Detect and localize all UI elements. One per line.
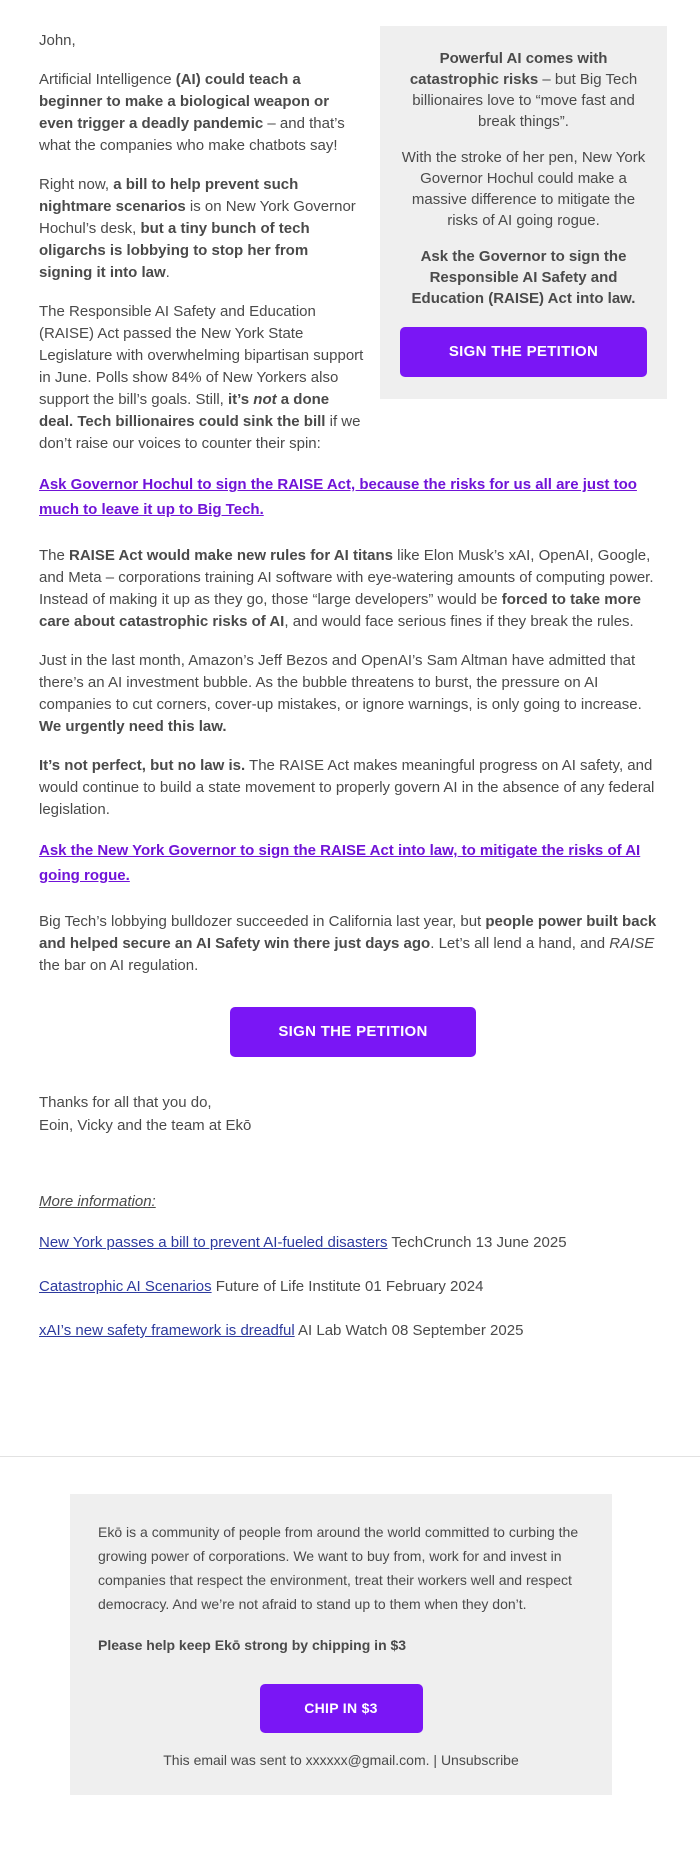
footer-support-text: Please help keep Ekō strong by chipping in $3 [98, 1637, 407, 1653]
paragraph [39, 755, 667, 821]
reference-link[interactable]: Catastrophic AI Scenarios [39, 1278, 212, 1295]
petition-link-paragraph [39, 472, 667, 522]
text-segment: forced to take more care about catastrophic risks of AI [39, 591, 641, 630]
footer-about-text: Ekō is a community of people from around the world committed to curbing the growing power of corporations. We want to buy from, work for and invest in companies that respect the environment, treat their workers well and respect democracy. And we’re not afraid to stand up to them when they don’t. [98, 1524, 579, 1612]
text-segment: Artificial Intelligence [39, 71, 176, 88]
text-segment: Future of Life Institute 01 February 2024 [211, 1278, 484, 1295]
signoff-line: Eoin, Vicky and the team at Ekō [39, 1117, 252, 1134]
chip-in-button-row [98, 1684, 584, 1733]
signoff-line: Thanks for all that you do, [39, 1094, 212, 1111]
reference-link[interactable]: xAI’s new safety framework is dreadful [39, 1322, 295, 1339]
chip-in-button[interactable]: CHIP IN $3 [260, 1684, 423, 1733]
callout-paragraph [400, 48, 647, 132]
reference-item [39, 1320, 667, 1342]
text-segment: Just in the last month, Amazon’s Jeff Bezos and OpenAI’s Sam Altman have admitted that there’s an AI investment bubble. As the bubble threatens to burst, the pressure on AI companies to cut corners, cover-up mistakes, or ignore warnings, is only going to increase. [39, 652, 642, 713]
reference-item [39, 1232, 667, 1254]
text-segment: RAISE Act would make new rules for AI titans [69, 547, 393, 564]
paragraph [39, 650, 667, 738]
unsubscribe-link[interactable]: Unsubscribe [440, 1752, 519, 1768]
text-segment: . [165, 264, 170, 281]
petition-link[interactable]: Ask Governor Hochul to sign the RAISE Act, because the risks for us all are just too much to leave it up to Big Tech. [39, 476, 637, 518]
text-segment: a bill to help prevent such nightmare scenarios [39, 176, 299, 215]
petition-link[interactable]: Ask the New York Governor to sign the RAISE Act into law, to mitigate the risks of AI going rogue. [39, 842, 641, 884]
petition-button-row [39, 1007, 667, 1057]
callout-paragraph [400, 246, 647, 309]
text-segment: Big Tech’s lobbying bulldozer succeeded in California last year, but [39, 913, 486, 930]
reference-link[interactable]: New York passes a bill to prevent AI-fueled disasters [39, 1234, 388, 1251]
footer-box [70, 1494, 612, 1795]
section-divider [0, 1456, 700, 1457]
text-segment: The [39, 547, 70, 564]
text-segment: (AI) could teach a beginner to make a biological weapon or even trigger a deadly pandemic [39, 71, 330, 132]
text-segment: but a tiny bunch of tech oligarchs is lobbying to stop her from signing it into law [39, 220, 310, 281]
footer-sent-line [98, 1750, 584, 1771]
text-segment: people power built back and helped secure an AI Safety win there just days ago [39, 913, 657, 952]
text-segment: , and would face serious fines if they break the rules. [284, 613, 634, 630]
more-information-heading: More information: [39, 1193, 156, 1210]
text-segment: the bar on AI regulation. [39, 957, 199, 974]
text-segment: Powerful AI comes with catastrophic risks [409, 50, 608, 88]
callout-box [380, 26, 667, 399]
text-segment: The Responsible AI Safety and Education (RAISE) Act passed the New York State Legislature with overwhelming bipartisan support in June. Polls show 84% of New Yorkers also support the bill’s goals. Still, [39, 303, 364, 408]
text-segment: – and that’s what the companies who make chatbots say! [39, 115, 345, 154]
text-segment: Right now, [39, 176, 114, 193]
text-segment: AI Lab Watch 08 September 2025 [294, 1322, 524, 1339]
sign-petition-button[interactable]: SIGN THE PETITION [400, 327, 647, 377]
text-segment: it’s [228, 391, 254, 408]
text-segment: is on New York Governor Hochul’s desk, [39, 198, 356, 237]
sign-petition-button[interactable]: SIGN THE PETITION [230, 1007, 476, 1057]
paragraph [39, 545, 667, 633]
text-segment: With the stroke of her pen, New York Governor Hochul could make a massive difference to mitigate the risks of AI going rogue. [401, 149, 646, 229]
text-segment: if we don’t raise our voices to counter their spin: [39, 413, 361, 452]
text-segment: – but Big Tech billionaires love to “move fast and break things”. [412, 71, 638, 130]
text-segment: The RAISE Act makes meaningful progress on AI safety, and would continue to build a state movement to properly govern AI in the absence of any federal legislation. [39, 757, 655, 818]
text-segment: We urgently need this law. [39, 718, 227, 735]
text-segment: RAISE [609, 935, 655, 952]
text-segment: This email was sent to xxxxxx@gmail.com. | [163, 1752, 441, 1768]
text-segment: . Let’s all lend a hand, and [430, 935, 610, 952]
greeting: John, [39, 32, 76, 49]
signoff [39, 1091, 667, 1137]
text-segment: TechCrunch 13 June 2025 [387, 1234, 567, 1251]
paragraph [39, 911, 667, 977]
callout-paragraph [400, 147, 647, 231]
petition-link-paragraph [39, 838, 667, 888]
text-segment: like Elon Musk’s xAI, OpenAI, Google, and Meta – corporations training AI software with eye-watering amounts of computing power. Instead of making it up as they go, those “large developers” would be [39, 547, 654, 608]
text-segment: It’s not perfect, but no law is. [39, 757, 246, 774]
reference-item [39, 1276, 667, 1298]
text-segment: not [253, 391, 277, 408]
text-segment: Ask the Governor to sign the Responsible AI Safety and Education (RAISE) Act into law. [411, 248, 636, 307]
text-segment: a done deal. Tech billionaires could sink the bill [39, 391, 330, 430]
